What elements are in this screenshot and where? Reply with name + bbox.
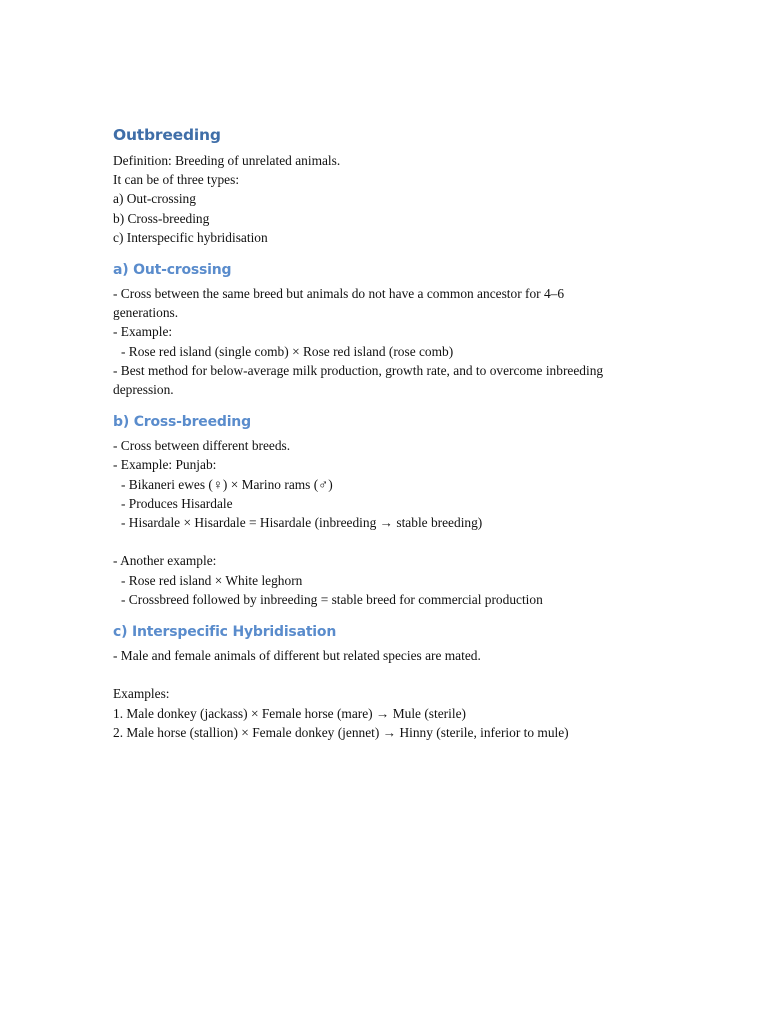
out-crossing-example: - Rose red island (single comb) × Rose red island (rose comb): [121, 343, 454, 359]
outbreeding-heading: Outbreeding: [113, 126, 221, 144]
outbreeding-type-item: c) Interspecific hybridisation: [113, 229, 268, 245]
out-crossing-description-cont: generations.: [113, 305, 179, 321]
out-crossing-method: - Best method for below-average milk production, growth rate, and to overcome inbreeding: [113, 362, 604, 378]
outbreeding-type-item: b) Cross-breeding: [113, 210, 210, 226]
interspecific-example-item: 1. Male donkey (jackass) × Female horse (mare) → Mule (sterile): [113, 705, 466, 721]
interspecific-heading: c) Interspecific Hybridisation: [113, 624, 337, 641]
spacer: [113, 532, 673, 551]
cross-breeding-description: - Cross between different breeds.: [113, 438, 291, 454]
cross-breeding-example-item: - Produces Hisardale: [121, 495, 233, 511]
cross-breeding-another-label: - Another example:: [113, 553, 217, 569]
interspecific-example-item: 2. Male horse (stallion) × Female donkey (jennet) → Hinny (sterile, inferior to mule): [113, 724, 569, 740]
interspecific-description: - Male and female animals of different but related species are mated.: [113, 648, 481, 664]
out-crossing-method-cont: depression.: [113, 382, 174, 398]
out-crossing-description: - Cross between the same breed but animals do not have a common ancestor for 4–6: [113, 286, 565, 302]
document-page: [113, 124, 673, 742]
out-crossing-heading: a) Out-crossing: [113, 262, 232, 279]
outbreeding-types-intro: It can be of three types:: [113, 172, 240, 188]
cross-breeding-example-item: - Bikaneri ewes (♀) × Marino rams (♂): [121, 476, 333, 492]
cross-breeding-example-item: - Hisardale × Hisardale = Hisardale (inbreeding → stable breeding): [121, 515, 483, 531]
out-crossing-example-label: - Example:: [113, 324, 173, 340]
cross-breeding-heading: b) Cross-breeding: [113, 414, 251, 431]
outbreeding-definition: Definition: Breeding of unrelated animals.: [113, 153, 341, 168]
cross-breeding-another-item: - Rose red island × White leghorn: [121, 572, 303, 588]
spacer: [113, 665, 673, 684]
cross-breeding-example-label: - Example: Punjab:: [113, 457, 217, 473]
outbreeding-type-item: a) Out-crossing: [113, 191, 196, 207]
interspecific-examples-label: Examples:: [113, 686, 170, 702]
cross-breeding-another-item: - Crossbreed followed by inbreeding = stable breed for commercial production: [121, 591, 543, 607]
